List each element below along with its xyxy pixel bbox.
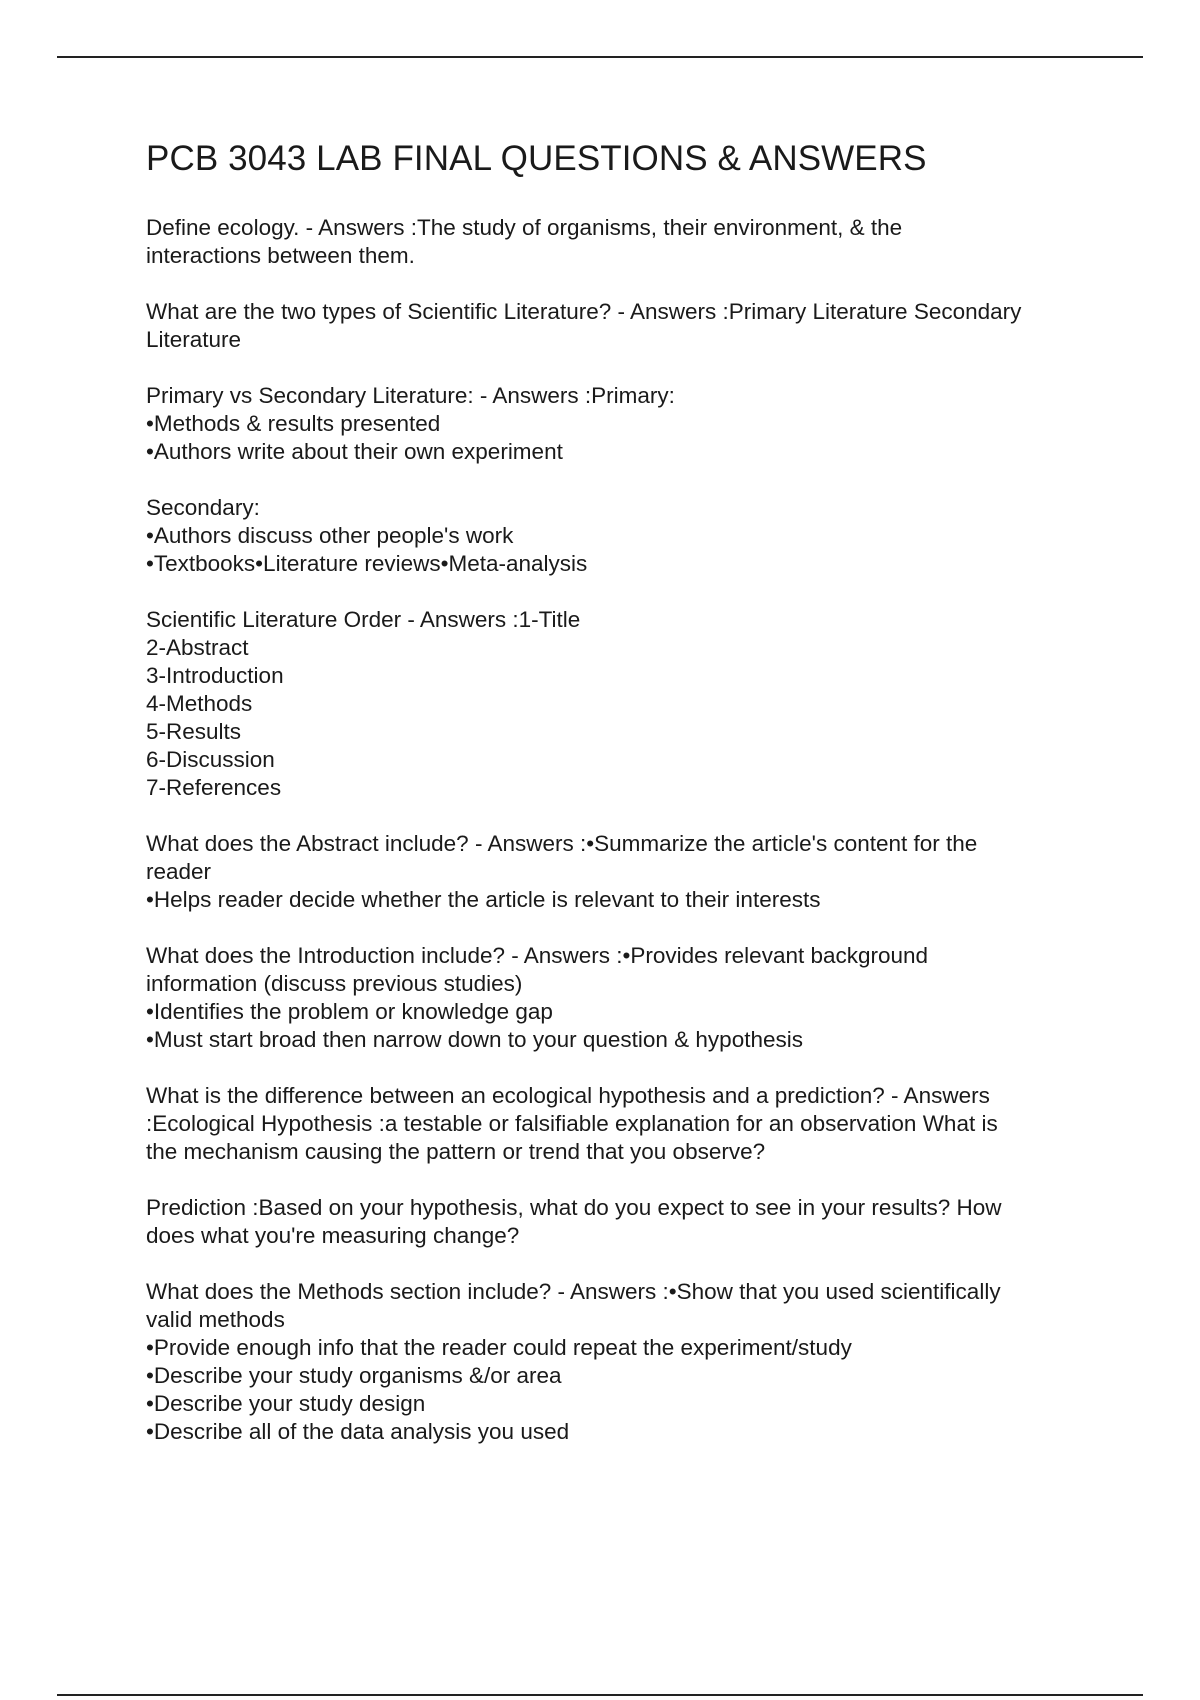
- qa-block: [146, 214, 1106, 270]
- text-line: •Describe all of the data analysis you used: [146, 1419, 570, 1444]
- text-line: •Must start broad then narrow down to your question & hypothesis: [146, 1027, 803, 1052]
- text-line: What is the difference between an ecological hypothesis and a prediction? - Answers: [146, 1083, 990, 1108]
- text-line: valid methods: [146, 1307, 285, 1332]
- qa-block: [146, 942, 1106, 1054]
- text-line: interactions between them.: [146, 243, 415, 268]
- text-line: Prediction :Based on your hypothesis, what do you expect to see in your results? How: [146, 1195, 1002, 1220]
- text-line: •Describe your study organisms &/or area: [146, 1363, 562, 1388]
- text-line: What does the Abstract include? - Answers :•Summarize the article's content for the: [146, 831, 978, 856]
- top-rule: [57, 56, 1143, 58]
- text-line: 2-Abstract: [146, 635, 249, 660]
- text-line: Literature: [146, 327, 242, 352]
- text-line: •Authors write about their own experiment: [146, 439, 563, 464]
- text-line: Secondary:: [146, 495, 260, 520]
- text-line: 4-Methods: [146, 691, 253, 716]
- text-line: •Methods & results presented: [146, 411, 441, 436]
- qa-block: [146, 1194, 1106, 1250]
- text-line: information (discuss previous studies): [146, 971, 523, 996]
- page-title: PCB 3043 LAB FINAL QUESTIONS & ANSWERS: [146, 139, 927, 178]
- text-line: 6-Discussion: [146, 747, 275, 772]
- text-line: Scientific Literature Order - Answers :1-Title: [146, 607, 581, 632]
- text-line: •Authors discuss other people's work: [146, 523, 514, 548]
- qa-block: [146, 606, 1106, 802]
- text-line: •Helps reader decide whether the article is relevant to their interests: [146, 887, 821, 912]
- text-line: What are the two types of Scientific Literature? - Answers :Primary Literature Secondary: [146, 299, 1022, 324]
- text-line: :Ecological Hypothesis :a testable or falsifiable explanation for an observation What is: [146, 1111, 998, 1136]
- text-line: reader: [146, 859, 212, 884]
- qa-block: [146, 382, 1106, 466]
- bottom-rule: [57, 1694, 1143, 1696]
- qa-block: [146, 298, 1106, 354]
- text-line: What does the Introduction include? - Answers :•Provides relevant background: [146, 943, 929, 968]
- text-line: •Describe your study design: [146, 1391, 426, 1416]
- text-line: 3-Introduction: [146, 663, 284, 688]
- qa-block: [146, 494, 1106, 578]
- qa-block: [146, 1082, 1106, 1166]
- text-line: Primary vs Secondary Literature: - Answers :Primary:: [146, 383, 675, 408]
- text-line: 5-Results: [146, 719, 242, 744]
- document-body: [146, 138, 1106, 1474]
- text-line: What does the Methods section include? - Answers :•Show that you used scientifically: [146, 1279, 1001, 1304]
- text-line: •Provide enough info that the reader could repeat the experiment/study: [146, 1335, 852, 1360]
- text-line: •Identifies the problem or knowledge gap: [146, 999, 553, 1024]
- text-line: the mechanism causing the pattern or trend that you observe?: [146, 1139, 766, 1164]
- text-line: Define ecology. - Answers :The study of organisms, their environment, & the: [146, 215, 903, 240]
- qa-block: [146, 1278, 1106, 1446]
- qa-list: [146, 214, 1106, 1446]
- qa-block: [146, 830, 1106, 914]
- text-line: 7-References: [146, 775, 282, 800]
- text-line: •Textbooks•Literature reviews•Meta-analysis: [146, 551, 588, 576]
- text-line: does what you're measuring change?: [146, 1223, 520, 1248]
